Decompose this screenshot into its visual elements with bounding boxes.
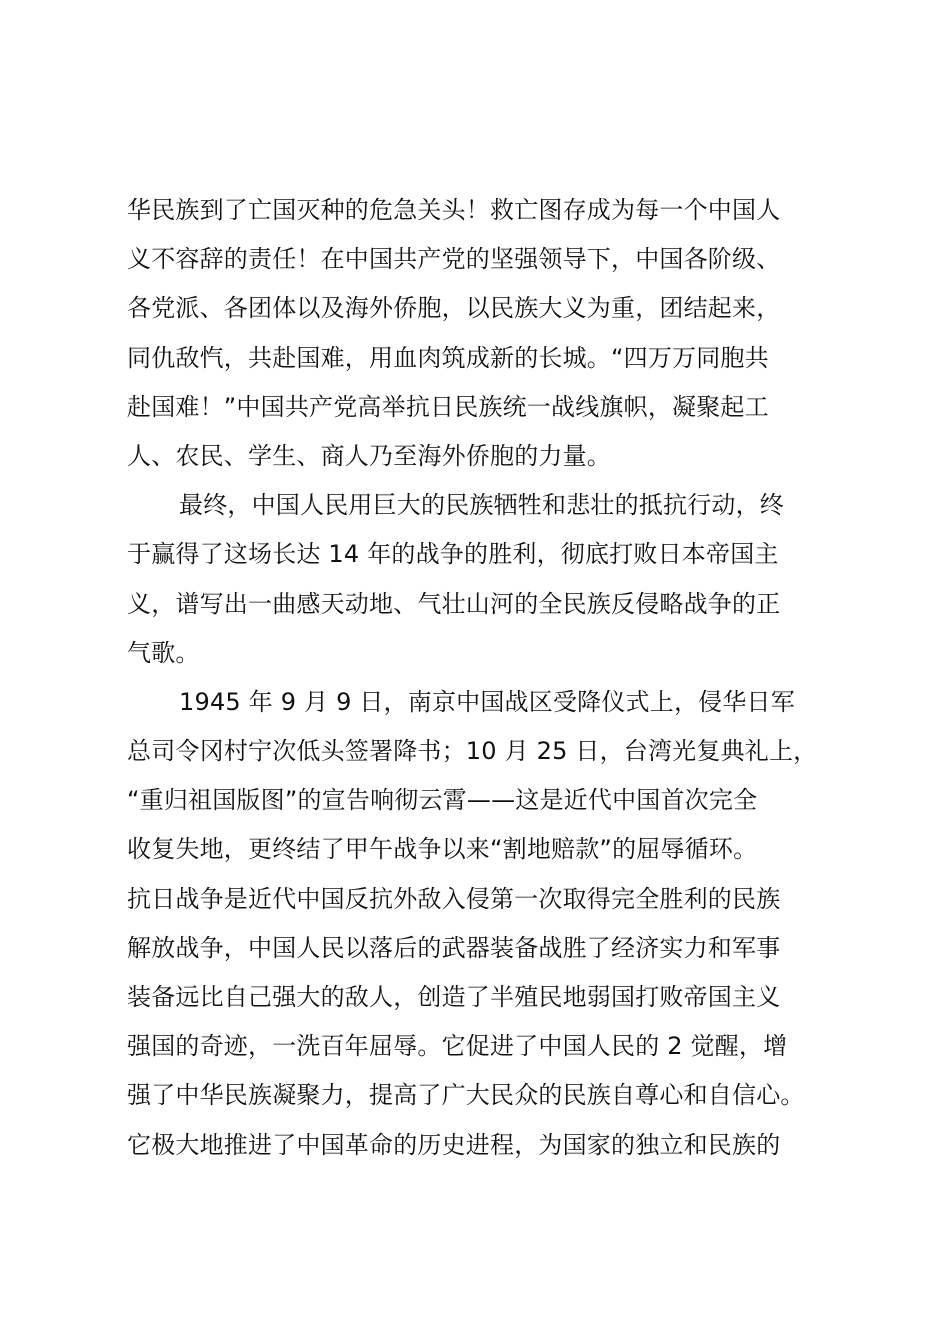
text-line: 华民族到了亡国灭种的危急关头！救亡图存成为每一个中国人	[127, 196, 781, 224]
paragraph-start-line: 最终，中国人民用巨大的民族牺牲和悲壮的抵抗行动，终	[179, 491, 784, 520]
text-line: 人、农民、学生、商人乃至海外侨胞的力量。	[127, 441, 611, 470]
text-line: 它极大地推进了中国革命的历史进程，为国家的独立和民族的	[127, 1130, 781, 1159]
text-line: 强国的奇迹，一洗百年屈辱。它促进了中国人民的 2 觉醒，增	[127, 1032, 788, 1061]
text-line: 于赢得了这场长达 14 年的战争的胜利，彻底打败日本帝国主	[127, 540, 779, 569]
text-line: 强了中华民族凝聚力，提高了广大民众的民族自尊心和自信心。	[127, 1081, 805, 1110]
text-line: 解放战争，中国人民以落后的武器装备战胜了经济实力和军事	[127, 933, 781, 962]
text-line: 义，谱写出一曲感天动地、气壮山河的全民族反侵略战争的正	[127, 589, 781, 618]
text-line: 抗日战争是近代中国反抗外敌入侵第一次取得完全胜利的民族	[127, 884, 781, 913]
text-line: 总司令冈村宁次低头签署降书；10 月 25 日，台湾光复典礼上，	[127, 737, 818, 766]
text-line: 气歌。	[127, 638, 200, 667]
text-line: 装备远比自己强大的敌人，创造了半殖民地弱国打败帝国主义	[127, 983, 781, 1011]
text-line: 赴国难！”中国共产党高举抗日民族统一战线旗帜，凝聚起工	[127, 392, 769, 421]
text-line: “重归祖国版图”的宣告响彻云霄——这是近代中国首次完全	[127, 786, 758, 815]
text-line: 收复失地，更终结了甲午战争以来“割地赔款”的屈辱循环。	[127, 835, 758, 864]
text-line: 义不容辞的责任！在中国共产党的坚强领导下，中国各阶级、	[127, 245, 781, 274]
text-line: 各党派、各团体以及海外侨胞，以民族大义为重，团结起来，	[127, 294, 781, 323]
body-text	[127, 186, 847, 1170]
paragraph-start-line: 1945 年 9 月 9 日，南京中国战区受降仪式上，侵华日军	[179, 687, 795, 716]
text-line: 同仇敌忾，共赴国难，用血肉筑成新的长城。“四万万同胞共	[127, 343, 769, 372]
